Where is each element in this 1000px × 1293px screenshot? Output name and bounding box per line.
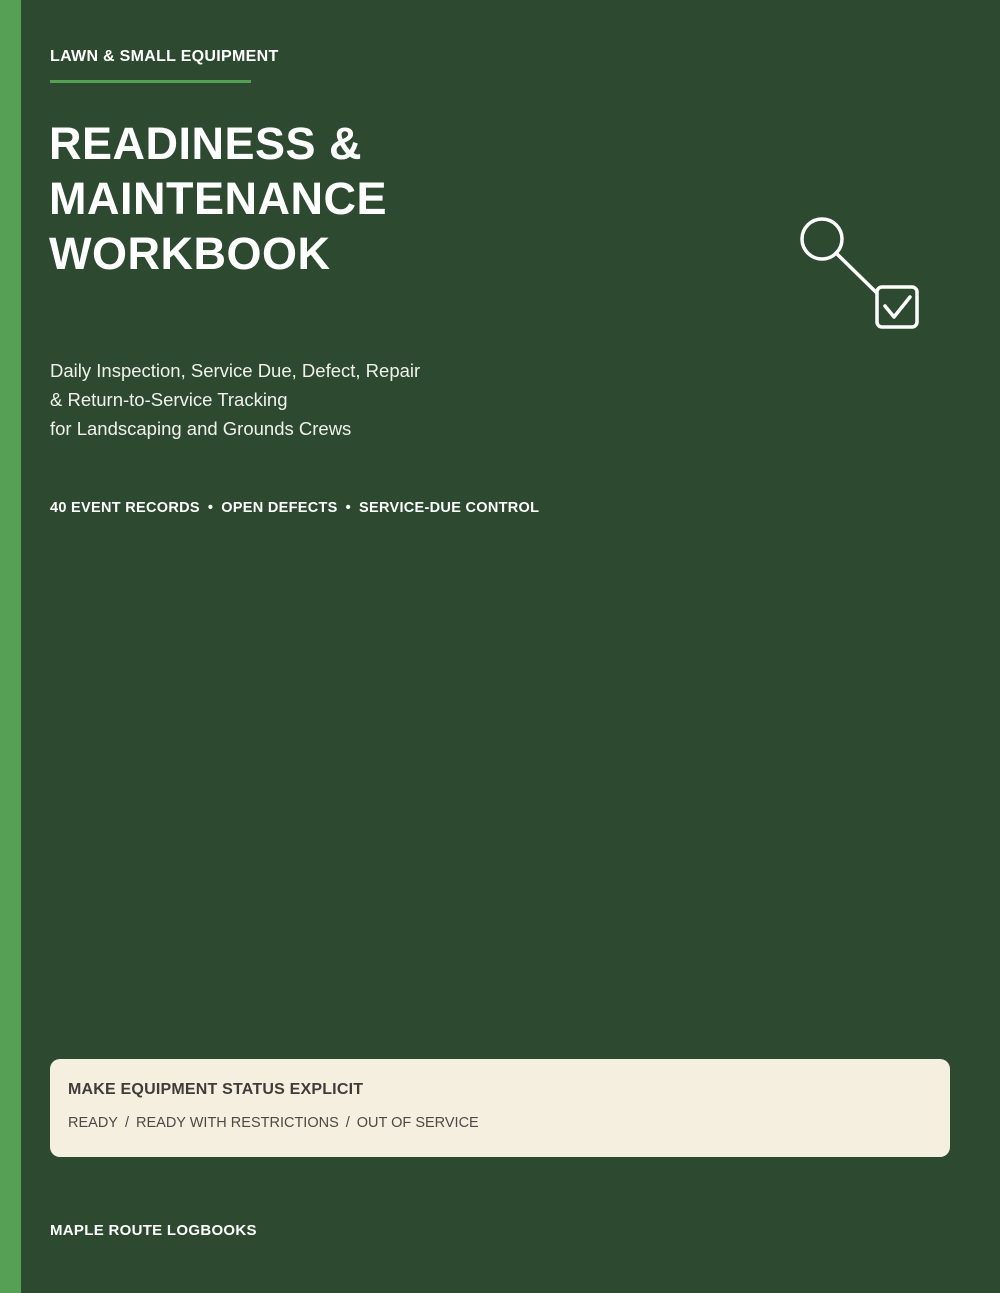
category-underline bbox=[50, 80, 251, 83]
publisher-name: MAPLE ROUTE LOGBOOKS bbox=[50, 1222, 257, 1239]
title-line: MAINTENANCE bbox=[49, 173, 387, 224]
status-ready-with-restrictions: READY WITH RESTRICTIONS bbox=[136, 1115, 339, 1131]
status-ready: READY bbox=[68, 1115, 118, 1131]
slash-separator: / bbox=[124, 1115, 129, 1131]
category-label: LAWN & SMALL EQUIPMENT bbox=[50, 48, 279, 65]
status-panel-heading: MAKE EQUIPMENT STATUS EXPLICIT bbox=[68, 1081, 364, 1098]
feature-item: SERVICE-DUE CONTROL bbox=[359, 500, 540, 516]
subtitle bbox=[50, 356, 420, 443]
feature-item: 40 EVENT RECORDS bbox=[50, 500, 200, 516]
status-out-of-service: OUT OF SERVICE bbox=[356, 1115, 479, 1131]
bullet-separator: • bbox=[345, 500, 352, 516]
title-line: READINESS & bbox=[49, 118, 363, 169]
bullet-separator: • bbox=[207, 500, 214, 516]
spine-accent-bar bbox=[0, 0, 21, 1293]
feature-list bbox=[50, 500, 539, 516]
status-panel bbox=[50, 1059, 950, 1157]
subtitle-line: for Landscaping and Grounds Crews bbox=[50, 418, 352, 439]
slash-separator: / bbox=[345, 1115, 350, 1131]
subtitle-line: Daily Inspection, Service Due, Defect, Repair bbox=[50, 360, 421, 381]
title-line: WORKBOOK bbox=[49, 228, 331, 279]
subtitle-line: & Return-to-Service Tracking bbox=[50, 389, 288, 410]
book-title bbox=[49, 116, 387, 281]
status-options bbox=[68, 1115, 479, 1131]
feature-item: OPEN DEFECTS bbox=[221, 500, 338, 516]
magnifier-checkbox-icon bbox=[798, 214, 924, 334]
